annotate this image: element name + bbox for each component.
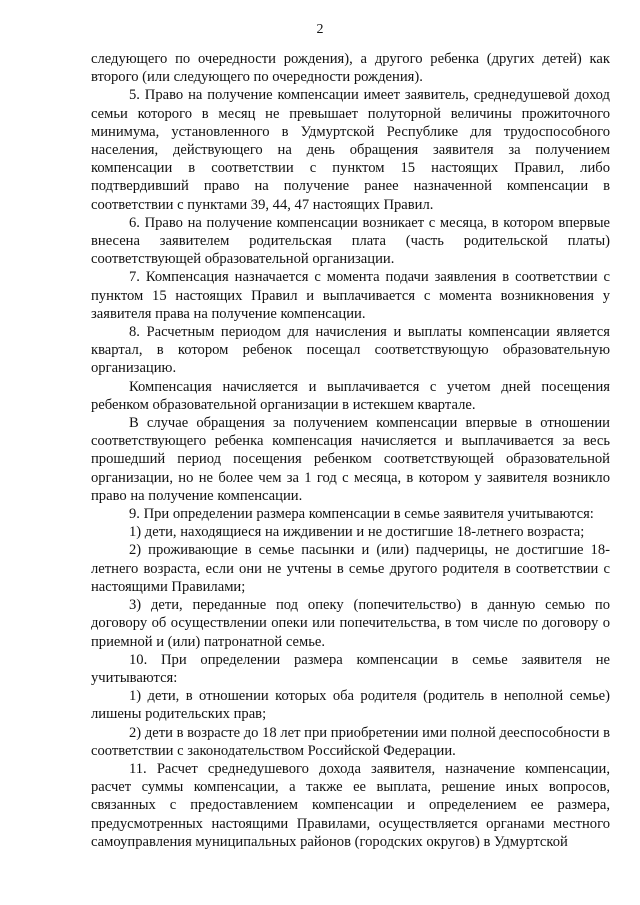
paragraph-item-9-sub-2: 2) проживающие в семье пасынки и (или) падчерицы, не достигшие 18-летнего возраста, если они не учтены в семье другого родителя в соответствии с настоящими Правилами; <box>91 542 610 595</box>
paragraph-item-9-sub-1: 1) дети, находящиеся на иждивении и не достигшие 18-летнего возраста; <box>129 524 585 541</box>
document-body <box>91 50 610 851</box>
paragraph-item-10-sub-1: 1) дети, в отношении которых оба родителя (родитель в неполной семье) лишены родительских прав; <box>91 688 610 723</box>
paragraph-item-8: 8. Расчетным периодом для начисления и выплаты компенсации является квартал, в котором ребенок посещал соответствующую образовательную организацию. <box>91 324 610 377</box>
paragraph-item-11: 11. Расчет среднедушевого дохода заявителя, назначение компенсации, расчет суммы компенсации, а также ее выплата, решение иных вопросов, связанных с предоставлением компенсации и определением ее размера, предусмотренных настоящими Правилами, осуществляется органами местного самоуправления муниципальных районов (городских округов) в Удмуртской <box>91 760 610 850</box>
paragraph-item-8-first-application: В случае обращения за получением компенсации впервые в отношении соответствующего ребенка компенсация начисляется и выплачивается за весь прошедший период посещения ребенком соответствующей образовательной организации, но не более чем за 1 год с месяца, в котором у заявителя возникло право на получение компенсации. <box>91 415 610 504</box>
paragraph-continuation: следующего по очередности рождения), а другого ребенка (других детей) как второго (или следующего по очередности рождения). <box>91 51 610 86</box>
paragraph-item-5: 5. Право на получение компенсации имеет заявитель, среднедушевой доход семьи которого в месяц не превышает полуторной величины прожиточного минимума, установленного в Удмуртской Республике для трудоспособного населения, действующего на день обращения заявителя за получением компенсации в соответствии с пунктом 15 настоящих Правил, либо подтвердивший право на получение ранее назначенной компенсации в соответствии с пунктами 39, 44, 47 настоящих Правил. <box>91 87 610 213</box>
paragraph-item-9-sub-3: 3) дети, переданные под опеку (попечительство) в данную семью по договору об осуществлении опеки или попечительства, в том числе по договору о приемной и (или) патронатной семье. <box>91 597 610 650</box>
paragraph-item-7: 7. Компенсация назначается с момента подачи заявления в соответствии с пунктом 15 настоящих Правил и выплачивается с момента возникновения у заявителя права на получение компенсации. <box>91 269 610 322</box>
paragraph-item-9: 9. При определении размера компенсации в семье заявителя учитываются: <box>129 506 594 523</box>
paragraph-item-8-accrual: Компенсация начисляется и выплачивается с учетом дней посещения ребенком образовательной организации в истекшем квартале. <box>91 378 610 413</box>
paragraph-item-10: 10. При определении размера компенсации в семье заявителя не учитываются: <box>91 651 610 686</box>
paragraph-item-10-sub-2: 2) дети в возрасте до 18 лет при приобретении ими полной дееспособности в соответствии с законодательством Российской Федерации. <box>91 724 610 759</box>
page-number: 2 <box>316 22 324 37</box>
paragraph-item-6: 6. Право на получение компенсации возникает с месяца, в котором впервые внесена заявителем родительская плата (часть родительской платы) соответствующей образовательной организации. <box>91 214 610 268</box>
